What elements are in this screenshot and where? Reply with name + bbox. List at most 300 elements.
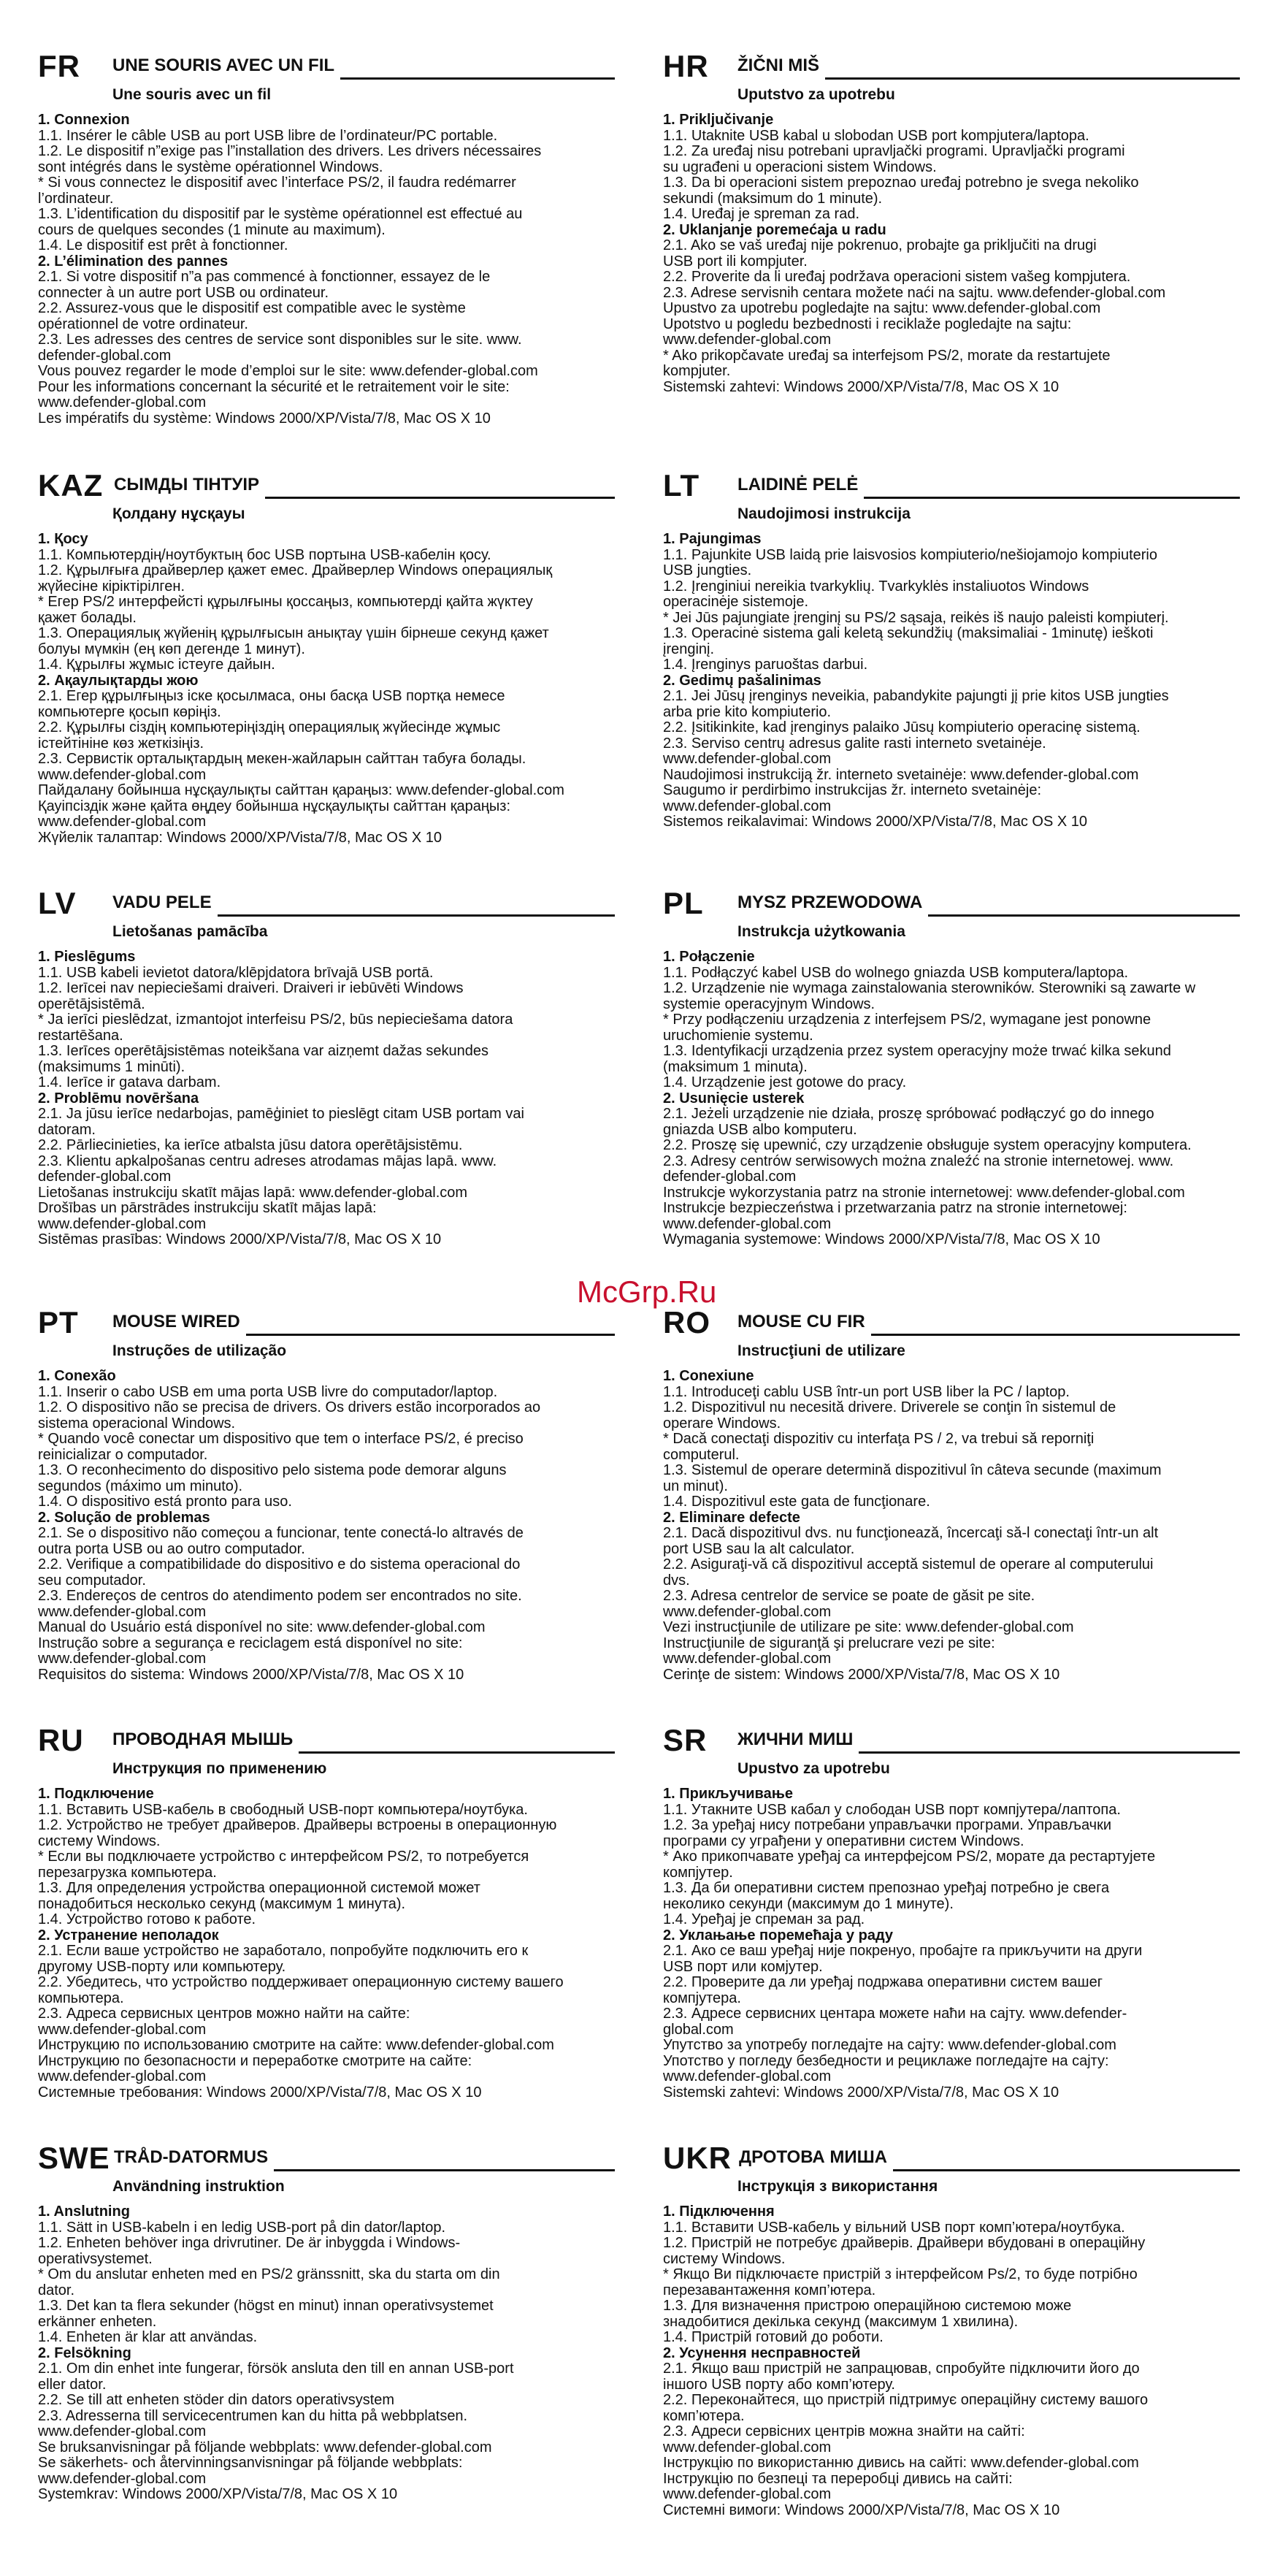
instruction-line: www.defender-global.com bbox=[663, 2068, 832, 2084]
section-header bbox=[38, 885, 615, 923]
instruction-line: * Przy podłączeniu urządzenia z interfejsem PS/2, wymagane jest ponowne bbox=[663, 1012, 1151, 1028]
instruction-line: 2.2. Pārliecinieties, ka ierīce atbalsta jūsu datora operētājsistēmu. bbox=[38, 1137, 463, 1153]
language-code: SR bbox=[663, 1723, 708, 1757]
section-ro bbox=[663, 1304, 1240, 1683]
instruction-line: 2.3. Klientu apkalpošanas centru adreses atrodamas mājas lapā. www. bbox=[38, 1153, 497, 1169]
instruction-line: 2.2. Assurez-vous que le dispositif est compatible avec le système bbox=[38, 300, 466, 316]
instruction-line: 2.2. Se till att enheten stöder din dators operativsystem bbox=[38, 2392, 395, 2408]
instruction-line: систему Windows. bbox=[663, 2250, 786, 2267]
instruction-line: dvs. bbox=[663, 1572, 690, 1589]
instruction-line: Instrukcje bezpieczeństwa i przetwarzania patrz na stronie internetowej: bbox=[663, 1200, 1127, 1216]
instruction-line: operacinėje sistemoje. bbox=[663, 594, 808, 610]
instruction-line: 1.3. Sistemul de operare determină dispozitivul în câteva secunde (maximum bbox=[663, 1462, 1162, 1478]
instruction-line: * Dacă conectaţi dispozitiv cu interfaţa PS / 2, va trebui să reporniţi bbox=[663, 1431, 1095, 1447]
step-heading: 1. Підключення bbox=[663, 2204, 775, 2220]
instruction-line: 2.3. Adresserna till servicecentrumen kan du hitta på webbplatsen. bbox=[38, 2407, 468, 2424]
instruction-line: 1.1. Utaknite USB kabal u slobodan USB port kompjutera/laptopa. bbox=[663, 127, 1089, 144]
instruction-line: www.defender-global.com bbox=[38, 766, 207, 783]
instruction-line: 2.1. Если ваше устройство не заработало, попробуйте подключить его к bbox=[38, 1943, 529, 1959]
section-header bbox=[663, 48, 1240, 86]
instruction-line: opérationnel de votre ordinateur. bbox=[38, 316, 248, 332]
instruction-line: 1.2. Ierīcei nav nepieciešami draiveri. Draiveri ir iebūvēti Windows bbox=[38, 980, 464, 996]
step-heading: 2. Eliminare defecte bbox=[663, 1509, 800, 1526]
header-rule bbox=[299, 1751, 615, 1754]
instruction-line: 2.1. Dacă dispozitivul dvs. nu funcţionează, încercaţi să-l conectaţi într-un alt bbox=[663, 1525, 1159, 1541]
instruction-line: Upotstvo u pogledu bezbednosti i reciklaže pogledajte na sajtu: bbox=[663, 316, 1072, 332]
instruction-line: sistema operacional Windows. bbox=[38, 1415, 236, 1432]
instruction-body bbox=[663, 1786, 1240, 2101]
section-subtitle: Användning instruktion bbox=[112, 2178, 285, 2195]
section-subtitle: Instrucţiuni de utilizare bbox=[737, 1342, 905, 1359]
section-header bbox=[38, 467, 615, 505]
instruction-line: www.defender-global.com bbox=[663, 1215, 832, 1232]
instruction-line: www.defender-global.com bbox=[38, 2470, 207, 2487]
instruction-line: 2.1. Ako se vaš uređaj nije pokrenuo, probajte ga priključiti na drugi bbox=[663, 237, 1097, 253]
instruction-line: Инструкцию по безопасности и переработке смотрите на сайте: bbox=[38, 2052, 472, 2069]
step-heading: 2. Усунення несправностей bbox=[663, 2344, 861, 2361]
instruction-line: datoram. bbox=[38, 1121, 96, 1138]
instruction-line: Пайдалану бойынша нұсқаулықты сайттан қараңыз: www.defender-global.com bbox=[38, 782, 564, 798]
instruction-line: 2.3. Serviso centrų adresus galite rasti interneto svetainėje. bbox=[663, 735, 1046, 752]
instruction-line: жүйесіне кіріктірілген. bbox=[38, 578, 185, 595]
instruction-line: 2.1. Якщо ваш пристрій не запрацював, спробуйте підключити його до bbox=[663, 2361, 1140, 2377]
instruction-line: 1.2. Įrenginiui nereikia tvarkyklių. Tvarkyklės instaliuotos Windows bbox=[663, 578, 1089, 595]
instruction-line: Упутство за употребу погледајте на сајту: www.defender-global.com bbox=[663, 2037, 1116, 2053]
step-heading: 2. Solução de problemas bbox=[38, 1509, 210, 1526]
instruction-line: www.defender-global.com bbox=[38, 394, 207, 410]
instruction-line: Қауіпсіздік және қайта өңдеу бойынша нұсқаулықты сайттан қараңыз: bbox=[38, 798, 511, 814]
instruction-line: Sistemski zahtevi: Windows 2000/XP/Vista/7/8, Mac OS X 10 bbox=[663, 378, 1059, 395]
section-title: UNE SOURIS AVEC UN FIL bbox=[112, 56, 335, 75]
instruction-line: Systemkrav: Windows 2000/XP/Vista/7/8, Mac OS X 10 bbox=[38, 2486, 398, 2502]
section-title: ДРОТОВА МИША bbox=[739, 2147, 888, 2167]
instruction-line: www.defender-global.com bbox=[38, 2021, 207, 2038]
instruction-line: 1.2. Enheten behöver inga drivrutiner. De är inbyggda i Windows- bbox=[38, 2235, 461, 2251]
instruction-line: компјутера. bbox=[663, 1990, 741, 2006]
section-title: MOUSE CU FIR bbox=[737, 1312, 865, 1331]
instruction-line: 2.2. Переконайтеся, що пристрій підтримує операційну систему вашого bbox=[663, 2392, 1149, 2408]
instruction-body bbox=[663, 532, 1240, 830]
language-code: UKR bbox=[663, 2141, 732, 2175]
instruction-line: 2.3. Adresa centrelor de service se poate de găsit pe site. bbox=[663, 1588, 1035, 1604]
instruction-line: 1.2. Dispozitivul nu necesită drivere. Driverele se conţin în sistemul de bbox=[663, 1399, 1116, 1415]
instruction-line: 1.4. Le dispositif est prêt à fonctionner. bbox=[38, 237, 288, 253]
step-heading: 1. Połączenie bbox=[663, 949, 755, 965]
header-rule bbox=[871, 1334, 1240, 1336]
instruction-line: 1.3. L’identification du dispositif par le système opérationnel est effectué au bbox=[38, 206, 523, 222]
instruction-body bbox=[38, 2204, 615, 2503]
section-title: ЖИЧНИ МИШ bbox=[737, 1730, 854, 1749]
instruction-line: www.defender-global.com bbox=[38, 2068, 207, 2084]
instruction-line: 2.1. Jeżeli urządzenie nie działa, proszę spróbować podłączyć go do innego bbox=[663, 1106, 1154, 1122]
instruction-line: Manual do Usuário está disponível no site: www.defender-global.com bbox=[38, 1619, 486, 1635]
instruction-line: 1.1. Podłączyć kabel USB do wolnego gniazda USB komputera/laptopa. bbox=[663, 964, 1129, 981]
instruction-line: болуы мүмкін (ең көп дегенде 1 минут). bbox=[38, 641, 305, 657]
section-header bbox=[38, 1304, 615, 1342]
instruction-line: www.defender-global.com bbox=[38, 1603, 207, 1620]
section-sr bbox=[663, 1722, 1240, 2101]
instruction-line: перезагрузка компьютера. bbox=[38, 1864, 217, 1881]
section-pt bbox=[38, 1304, 615, 1683]
instruction-line: 1.4. Uređaj je spreman za rad. bbox=[663, 206, 860, 222]
instruction-line: Vezi instrucţiunile de utilizare pe site: www.defender-global.com bbox=[663, 1619, 1074, 1635]
step-heading: 2. Felsökning bbox=[38, 2344, 131, 2361]
instruction-line: www.defender-global.com bbox=[663, 2439, 832, 2455]
instruction-line: Vous pouvez regarder le mode d’emploi sur le site: www.defender-global.com bbox=[38, 363, 538, 379]
section-swe bbox=[38, 2140, 615, 2503]
instruction-line: USB jungties. bbox=[663, 562, 752, 578]
instruction-body bbox=[38, 1786, 615, 2101]
instruction-line: Sistemski zahtevi: Windows 2000/XP/Vista/7/8, Mac OS X 10 bbox=[663, 2084, 1059, 2101]
instruction-line: www.defender-global.com bbox=[663, 751, 832, 767]
instruction-line: компьютерге қосып көріңіз. bbox=[38, 703, 221, 720]
instruction-line: 1.3. Da bi operacioni sistem prepoznao uređaj potrebno je svega nekoliko bbox=[663, 175, 1139, 191]
header-rule bbox=[859, 1751, 1240, 1754]
instruction-line: 2.2. Verifique a compatibilidade do dispositivo e do sistema operacional do bbox=[38, 1556, 521, 1572]
instruction-line: 1.1. Insérer le câble USB au port USB libre de l’ordinateur/PC portable. bbox=[38, 127, 498, 144]
instruction-line: sont intégrés dans le système opérationnel Windows. bbox=[38, 158, 383, 175]
instruction-line: 1.3. Для визначення пристрою операційною системою може bbox=[663, 2298, 1072, 2314]
step-heading: 1. Прикључивање bbox=[663, 1786, 793, 1802]
section-title: СЫМДЫ ТІНТУІР bbox=[114, 475, 260, 494]
instruction-line: Инструкцию по использованию смотрите на сайте: www.defender-global.com bbox=[38, 2037, 554, 2053]
section-subtitle: Upustvo za upotrebu bbox=[737, 1760, 890, 1777]
instruction-line: 1.4. Ierīce ir gatava darbam. bbox=[38, 1074, 221, 1090]
instruction-line: 2.3. Adresy centrów serwisowych można znaleźć na stronie internetowej. www. bbox=[663, 1153, 1174, 1169]
instruction-line: 1.1. Вставить USB-кабель в свободный USB-порт компьютера/ноутбука. bbox=[38, 1801, 528, 1818]
instruction-line: 1.2. Устройство не требует драйверов. Драйверы встроены в операционную bbox=[38, 1817, 557, 1833]
instruction-line: 1.2. Za uređaj nisu potrebani upravljački programi. Upravljački programi bbox=[663, 143, 1125, 159]
step-heading: 1. Conexiune bbox=[663, 1368, 754, 1384]
instruction-line: www.defender-global.com bbox=[38, 1651, 207, 1667]
instruction-line: Upustvo za upotrebu pogledajte na sajtu: www.defender-global.com bbox=[663, 300, 1101, 316]
instruction-line: 2.3. Endereços de centros do atendimento podem ser encontrados no site. bbox=[38, 1588, 522, 1604]
header-rule bbox=[825, 77, 1240, 80]
instruction-line: (maksimums 1 minūti). bbox=[38, 1058, 185, 1075]
instruction-line: dator. bbox=[38, 2282, 75, 2298]
instruction-line: 1.3. Операциялық жүйенің құрылғысын анықтау үшін бірнеше секунд қажет bbox=[38, 625, 549, 641]
instruction-line: outra porta USB ou ao outro computador. bbox=[38, 1540, 305, 1557]
instruction-line: 2.1. Егер құрылғыңыз іске қосылмаса, оны басқа USB портқа немесе bbox=[38, 688, 505, 704]
instruction-line: reinicializar o computador. bbox=[38, 1446, 208, 1463]
instruction-line: 1.2. Le dispositif n”exige pas l”installation des drivers. Les drivers nécessaires bbox=[38, 143, 542, 159]
instruction-line: 2.2. Proszę się upewnić, czy urządzenie obsługuje system operacyjny komputera. bbox=[663, 1137, 1192, 1153]
instruction-body bbox=[38, 1369, 615, 1683]
step-heading: 1. Priključivanje bbox=[663, 112, 774, 128]
instruction-line: * Si vous connectez le dispositif avec l’interface PS/2, il faudra redémarrer bbox=[38, 175, 516, 191]
instruction-line: arba prie kito kompiuterio. bbox=[663, 703, 832, 720]
instruction-line: 1.3. Для определения устройства операционной системой может bbox=[38, 1880, 480, 1896]
instruction-line: defender-global.com bbox=[38, 347, 172, 364]
instruction-line: Se bruksanvisningar på följande webbplats: www.defender-global.com bbox=[38, 2439, 492, 2455]
instruction-line: 1.1. Sätt in USB-kabeln i en ledig USB-port på din dator/laptop. bbox=[38, 2219, 446, 2236]
section-hr bbox=[663, 48, 1240, 395]
instruction-line: 2.2. Құрылғы сіздің компьютеріңіздің операциялық жүйесінде жұмыс bbox=[38, 719, 501, 735]
instruction-line: 1.1. Компьютердің/ноутбуктың бос USB портына USB-кабелін қосу. bbox=[38, 546, 491, 563]
instruction-line: 1.3. Да би оперативни систем препознао уређај потребно је свега bbox=[663, 1880, 1110, 1896]
instruction-body bbox=[663, 2204, 1240, 2518]
instruction-line: 1.3. Det kan ta flera sekunder (högst en minut) innan operativsystemet bbox=[38, 2298, 494, 2314]
section-title: MYSZ PRZEWODOWA bbox=[737, 893, 923, 912]
instruction-line: 1.1. Вставити USB-кабель у вільний USB порт комп’ютера/ноутбука. bbox=[663, 2219, 1125, 2236]
instruction-line: Instrukcje wykorzystania patrz na stronie internetowej: www.defender-global.com bbox=[663, 1184, 1185, 1201]
instruction-line: systemie operacyjnym Windows. bbox=[663, 995, 875, 1012]
section-title: MOUSE WIRED bbox=[112, 1312, 240, 1331]
instruction-line: port USB sau la alt calculator. bbox=[663, 1540, 855, 1557]
section-header bbox=[38, 48, 615, 86]
header-rule bbox=[265, 497, 615, 499]
language-code: FR bbox=[38, 49, 80, 83]
instruction-line: 2.1. Om din enhet inte fungerar, försök ansluta den till en annan USB-port bbox=[38, 2361, 514, 2377]
instruction-line: www.defender-global.com bbox=[663, 2486, 832, 2502]
language-code: LT bbox=[663, 468, 700, 502]
instruction-line: іншого USB порту або комп’ютеру. bbox=[663, 2376, 895, 2393]
instruction-line: перезавантаження комп’ютера. bbox=[663, 2282, 876, 2298]
instruction-line: 2.1. Ja jūsu ierīce nedarbojas, pamēģiniet to pieslēgt citam USB portam vai bbox=[38, 1106, 524, 1122]
step-heading: 1. Pieslēgums bbox=[38, 949, 136, 965]
instruction-line: знадобитися декілька секунд (максимум 1 хвилина). bbox=[663, 2313, 1019, 2330]
instruction-line: www.defender-global.com bbox=[663, 798, 832, 814]
instruction-line: www.defender-global.com bbox=[663, 332, 832, 348]
header-rule bbox=[218, 914, 615, 917]
step-heading: 1. Подключение bbox=[38, 1786, 154, 1802]
section-subtitle: Une souris avec un fil bbox=[112, 86, 272, 103]
watermark: McGrp.Ru bbox=[577, 1274, 717, 1309]
section-title: ПРОВОДНАЯ МЫШЬ bbox=[112, 1730, 294, 1749]
instruction-line: істейтініне көз жеткізіңіз. bbox=[38, 735, 204, 752]
instruction-line: 2.3. Адресе сервисних центара можете наћи на сајту. www.defender- bbox=[663, 2006, 1127, 2022]
instruction-line: 2.2. Проверите да ли уређај подржава оперативни систем вашег bbox=[663, 1974, 1103, 1990]
instruction-body bbox=[663, 112, 1240, 395]
section-subtitle: Instrukcja użytkowania bbox=[737, 923, 905, 940]
instruction-line: програми су уграђени у оперативни систем Windows. bbox=[663, 1832, 1024, 1849]
instruction-line: www.defender-global.com bbox=[663, 1651, 832, 1667]
step-heading: 2. Gedimų pašalinimas bbox=[663, 672, 821, 689]
instruction-line: компьютера. bbox=[38, 1990, 124, 2006]
language-code: LV bbox=[38, 886, 77, 920]
step-heading: 2. L’élimination des pannes bbox=[38, 253, 229, 270]
section-title: VADU PELE bbox=[112, 893, 212, 912]
section-title: TRÅD-DATORMUS bbox=[114, 2147, 269, 2167]
instruction-line: компјутер. bbox=[663, 1864, 733, 1881]
section-ru bbox=[38, 1722, 615, 2101]
instruction-line: Instrução sobre a segurança e reciclagem está disponível no site: bbox=[38, 1635, 463, 1651]
instruction-line: 1.2. За уређај нису потребани управљачки програми. Управљачки bbox=[663, 1817, 1112, 1833]
instruction-line: operativsystemet. bbox=[38, 2250, 153, 2267]
instruction-line: l’ordinateur. bbox=[38, 190, 114, 207]
step-heading: 2. Уклањање поремећаја у раду bbox=[663, 1927, 893, 1944]
step-heading: 1. Pajungimas bbox=[663, 531, 762, 547]
step-heading: 2. Problēmu novēršana bbox=[38, 1090, 199, 1107]
language-code: PL bbox=[663, 886, 704, 920]
instruction-line: Se säkerhets- och återvinningsanvisningar på följande webbplats: bbox=[38, 2455, 463, 2471]
instruction-body bbox=[38, 112, 615, 427]
section-header bbox=[663, 1304, 1240, 1342]
instruction-line: * Если вы подключаете устройство с интерфейсом PS/2, то потребуется bbox=[38, 1849, 529, 1865]
instruction-line: * Ако прикопчавате уређај са интерфејсом PS/2, морате да рестартујете bbox=[663, 1849, 1156, 1865]
header-rule bbox=[893, 2169, 1240, 2171]
instruction-line: қажет болады. bbox=[38, 609, 137, 626]
instruction-line: uruchomienie systemu. bbox=[663, 1027, 813, 1044]
instruction-line: connecter à un autre port USB ou ordinateur. bbox=[38, 284, 329, 301]
instruction-line: įrenginį. bbox=[663, 641, 715, 657]
section-ukr bbox=[663, 2140, 1240, 2518]
step-heading: 1. Conexão bbox=[38, 1368, 116, 1384]
instruction-line: www.defender-global.com bbox=[663, 1603, 832, 1620]
instruction-line: Pour les informations concernant la sécurité et le retraitement voir le site: bbox=[38, 378, 510, 395]
instruction-line: 1.3. Identyfikacji urządzenia przez system operacyjny może trwać kilka sekund bbox=[663, 1043, 1171, 1059]
instruction-line: Cerinţe de sistem: Windows 2000/XP/Vista/7/8, Mac OS X 10 bbox=[663, 1666, 1060, 1683]
instruction-line: erkänner enheten. bbox=[38, 2313, 157, 2330]
header-rule bbox=[246, 1334, 615, 1336]
instruction-line: 2.2. Asiguraţi-vă că dispozitivul acceptă sistemul de operare al computerului bbox=[663, 1556, 1154, 1572]
instruction-line: Saugumo ir perdirbimo instrukcijas žr. interneto svetainėje: bbox=[663, 782, 1042, 798]
instruction-line: (maksimum 1 minuta). bbox=[663, 1058, 808, 1075]
instruction-line: 2.1. Ако се ваш уређај није покренуо, пробајте га прикључити на други bbox=[663, 1943, 1143, 1959]
instruction-line: operētājsistēmā. bbox=[38, 995, 145, 1012]
instruction-line: global.com bbox=[663, 2021, 734, 2038]
section-header bbox=[663, 2140, 1240, 2178]
instruction-line: 1.4. O dispositivo está pronto para uso. bbox=[38, 1494, 292, 1510]
instruction-line: * Ako prikopčavate uređaj sa interfejsom PS/2, morate da restartujete bbox=[663, 347, 1111, 364]
instruction-line: 2.1. Se o dispositivo não começou a funcionar, tente conectá-lo altravés de bbox=[38, 1525, 524, 1541]
instruction-body bbox=[663, 949, 1240, 1248]
instruction-line: un minut). bbox=[663, 1478, 728, 1494]
instruction-line: USB port ili kompjuter. bbox=[663, 253, 808, 270]
instruction-line: 2.3. Сервистік орталықтардың мекен-жайларын сайттан табуға болады. bbox=[38, 751, 526, 767]
instruction-line: 1.4. Құрылғы жұмыс істеуге дайын. bbox=[38, 657, 275, 673]
instruction-line: 1.4. Уређај је спреман за рад. bbox=[663, 1911, 865, 1927]
section-subtitle: Қолдану нұсқауы bbox=[112, 505, 245, 522]
instruction-line: defender-global.com bbox=[38, 1169, 172, 1185]
instruction-line: operare Windows. bbox=[663, 1415, 781, 1432]
section-subtitle: Uputstvo za upotrebu bbox=[737, 86, 895, 103]
section-header bbox=[663, 1722, 1240, 1760]
instruction-line: 1.4. Dispozitivul este gata de funcţionare. bbox=[663, 1494, 930, 1510]
instruction-line: 1.1. USB kabeli ievietot datora/klēpjdatora brīvajā USB portā. bbox=[38, 964, 434, 981]
instruction-line: 1.1. Inserir o cabo USB em uma porta USB livre do computador/laptop. bbox=[38, 1383, 498, 1400]
section-subtitle: Инструкция по применению bbox=[112, 1760, 327, 1777]
instruction-line: 1.4. Įrenginys paruoštas darbui. bbox=[663, 657, 868, 673]
instruction-line: Sistemos reikalavimai: Windows 2000/XP/Vista/7/8, Mac OS X 10 bbox=[663, 814, 1087, 830]
instruction-line: www.defender-global.com bbox=[38, 814, 207, 830]
instruction-line: Naudojimosi instrukciją žr. interneto svetainėje: www.defender-global.com bbox=[663, 766, 1139, 783]
step-heading: 1. Anslutning bbox=[38, 2204, 130, 2220]
instruction-line: 1.2. Urządzenie nie wymaga zainstalowania sterowników. Sterowniki są zawarte w bbox=[663, 980, 1196, 996]
instruction-body bbox=[38, 532, 615, 846]
instruction-line: * Ja ierīci pieslēdzat, izmantojot interfeisu PS/2, būs nepieciešama datora bbox=[38, 1012, 513, 1028]
instruction-line: Употство у погледу безбедности и рециклаже погледајте на сајту: bbox=[663, 2052, 1109, 2069]
instruction-line: Sistēmas prasības: Windows 2000/XP/Vista/7/8, Mac OS X 10 bbox=[38, 1231, 442, 1247]
step-heading: 1. Қосу bbox=[38, 531, 88, 547]
language-code: HR bbox=[663, 49, 709, 83]
instruction-line: другому USB-порту или компьютеру. bbox=[38, 1958, 286, 1975]
instruction-line: 2.3. Adrese servisnih centara možete naći na sajtu. www.defender-global.com bbox=[663, 284, 1166, 301]
instruction-line: 1.1. Introduceţi cablu USB într-un port USB liber la PC / laptop. bbox=[663, 1383, 1070, 1400]
instruction-line: computerul. bbox=[663, 1446, 740, 1463]
instruction-line: segundos (máximo um minuto). bbox=[38, 1478, 243, 1494]
section-subtitle: Instruções de utilização bbox=[112, 1342, 287, 1359]
instruction-line: 1.4. Enheten är klar att användas. bbox=[38, 2329, 258, 2345]
language-code: SWE bbox=[38, 2141, 110, 2175]
instruction-line: 2.3. Адреси сервісних центрів можна знайти на сайті: bbox=[663, 2423, 1025, 2439]
instruction-line: Системні вимоги: Windows 2000/XP/Vista/7/8, Mac OS X 10 bbox=[663, 2502, 1060, 2518]
instruction-line: 1.4. Пристрій готовий до роботи. bbox=[663, 2329, 884, 2345]
instruction-line: 1.2. Құрылғыға драйверлер қажет емес. Драйверлер Windows операциялық bbox=[38, 562, 553, 578]
instruction-line: USB порт или комјутер. bbox=[663, 1958, 823, 1975]
instruction-line: 1.2. Пристрій не потребує драйверів. Драйвери вбудовані в операційну bbox=[663, 2235, 1146, 2251]
language-code: PT bbox=[38, 1305, 79, 1339]
section-title: ŽIČNI MIŠ bbox=[737, 56, 819, 75]
instruction-line: cours de quelques secondes (1 minute au maximum). bbox=[38, 221, 386, 238]
instruction-line: 1.4. Urządzenie jest gotowe do pracy. bbox=[663, 1074, 907, 1090]
section-pl bbox=[663, 885, 1240, 1248]
instruction-line: систему Windows. bbox=[38, 1832, 161, 1849]
section-lt bbox=[663, 467, 1240, 830]
instruction-line: defender-global.com bbox=[663, 1169, 797, 1185]
instruction-line: понадобиться несколько секунд (максимум 1 минута). bbox=[38, 1895, 406, 1912]
instruction-line: 1.4. Устройство готово к работе. bbox=[38, 1911, 256, 1927]
instruction-line: Les impératifs du système: Windows 2000/XP/Vista/7/8, Mac OS X 10 bbox=[38, 410, 491, 427]
instruction-line: 1.1. Утакните USB кабал у слободан USB порт компјутера/лаптопа. bbox=[663, 1801, 1121, 1818]
language-code: RO bbox=[663, 1305, 710, 1339]
instruction-line: sekundi (maksimum do 1 minute). bbox=[663, 190, 883, 207]
instruction-line: restartēšana. bbox=[38, 1027, 123, 1044]
instruction-line: 1.2. O dispositivo não se precisa de drivers. Os drivers estão incorporados ao bbox=[38, 1399, 541, 1415]
section-subtitle: Інструкція з використання bbox=[737, 2178, 938, 2195]
instruction-line: eller dator. bbox=[38, 2376, 107, 2393]
section-subtitle: Lietošanas pamācība bbox=[112, 923, 268, 940]
instruction-body bbox=[38, 949, 615, 1248]
instruction-line: 1.3. Operacinė sistema gali keletą sekundžių (maksimaliai - 1minutę) ieškoti bbox=[663, 625, 1154, 641]
section-title: LAIDINĖ PELĖ bbox=[737, 475, 859, 494]
instruction-line: Lietošanas instrukciju skatīt mājas lapā: www.defender-global.com bbox=[38, 1184, 468, 1201]
header-rule bbox=[274, 2169, 615, 2171]
instruction-line: seu computador. bbox=[38, 1572, 146, 1589]
section-subtitle: Naudojimosi instrukcija bbox=[737, 505, 911, 522]
instruction-line: неколико секунди (максимум до 1 минуте). bbox=[663, 1895, 954, 1912]
instruction-line: * Якщо Ви підключаєте пристрій з інтерфейсом Ps/2, то буде потрібно bbox=[663, 2266, 1138, 2282]
instruction-line: Instrucţiunile de siguranţă şi prelucrare vezi pe site: bbox=[663, 1635, 995, 1651]
instruction-line: 2.1. Jei Jūsų įrenginys neveikia, pabandykite pajungti jį prie kitos USB jungties bbox=[663, 688, 1169, 704]
section-fr bbox=[38, 48, 615, 427]
instruction-line: su ugrađeni u operacioni sistem Windows. bbox=[663, 158, 937, 175]
instruction-line: 1.1. Pajunkite USB laidą prie laisvosios kompiuterio/nešiojamojo kompiuterio bbox=[663, 546, 1158, 563]
header-rule bbox=[864, 497, 1240, 499]
instruction-line: * Om du anslutar enheten med en PS/2 gränssnitt, ska du starta om din bbox=[38, 2266, 500, 2282]
instruction-line: 2.2. Proverite da li uređaj podržava operacioni sistem vašeg kompjutera. bbox=[663, 269, 1131, 285]
instruction-line: gniazda USB albo komputeru. bbox=[663, 1121, 857, 1138]
instruction-line: 2.1. Si votre dispositif n”a pas commencé à fonctionner, essayez de le bbox=[38, 269, 491, 285]
section-kaz bbox=[38, 467, 615, 846]
instruction-line: kompjuter. bbox=[663, 363, 731, 379]
instruction-line: 1.3. Ierīces operētājsistēmas noteikšana var aizņemt dažas sekundes bbox=[38, 1043, 488, 1059]
step-heading: 1. Connexion bbox=[38, 112, 130, 128]
instruction-line: Інструкцію по безпеці та переробці дивись на сайті: bbox=[663, 2470, 1013, 2487]
instruction-line: 1.3. O reconhecimento do dispositivo pelo sistema pode demorar alguns bbox=[38, 1462, 507, 1478]
header-rule bbox=[340, 77, 615, 80]
instruction-line: * Егер PS/2 интерфейсті құрылғыны қоссаңыз, компьютерді қайта жүктеу bbox=[38, 594, 533, 610]
instruction-line: комп’ютера. bbox=[663, 2407, 745, 2424]
language-code: RU bbox=[38, 1723, 84, 1757]
step-heading: 2. Устранение неполадок bbox=[38, 1927, 219, 1944]
section-header bbox=[38, 2140, 615, 2178]
step-heading: 2. Ақаулықтарды жою bbox=[38, 672, 199, 689]
instruction-line: 2.2. Įsitikinkite, kad įrenginys palaiko Jūsų kompiuterio operacinę sistemą. bbox=[663, 719, 1141, 735]
section-header bbox=[38, 1722, 615, 1760]
instruction-line: Drošības un pārstrādes instrukciju skatīt mājas lapā: bbox=[38, 1200, 377, 1216]
instruction-line: Інструкцію по використанню дивись на сайті: www.defender-global.com bbox=[663, 2455, 1139, 2471]
